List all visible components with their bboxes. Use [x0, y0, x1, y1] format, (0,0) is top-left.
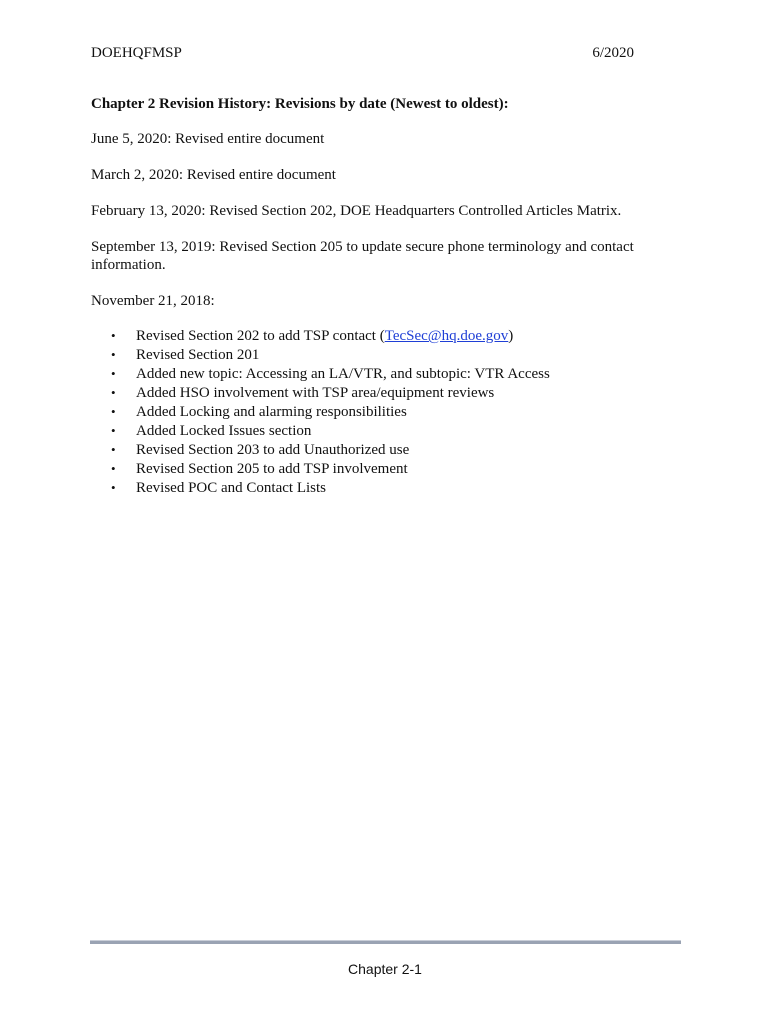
- list-item-text: Revised Section 203 to add Unauthorized use: [136, 442, 410, 458]
- list-item-text-end: ): [508, 328, 514, 344]
- list-item-text: Revised Section 205 to add TSP involvement: [136, 461, 408, 477]
- list-item: [91, 327, 651, 346]
- revision-heading: November 21, 2018:: [91, 293, 215, 309]
- revision-entry: September 13, 2019: Revised Section 205 to update secure phone terminology and contact information.: [91, 239, 634, 273]
- bullet-icon: •: [111, 423, 116, 438]
- bullet-icon: •: [111, 366, 116, 381]
- list-item: [91, 441, 651, 460]
- email-link[interactable]: TecSec@hq.doe.gov: [384, 328, 509, 344]
- list-item: [91, 479, 651, 498]
- header-date: 6/2020: [592, 45, 634, 61]
- list-item: [91, 384, 651, 403]
- list-item-text: Added Locking and alarming responsibilities: [136, 404, 407, 420]
- list-item: [91, 460, 651, 479]
- list-item: [91, 365, 651, 384]
- page-header: [91, 45, 634, 67]
- list-item: [91, 422, 651, 441]
- document-code: DOEHQFMSP: [91, 45, 182, 61]
- revision-entry: June 5, 2020: Revised entire document: [91, 131, 325, 147]
- revision-entry: March 2, 2020: Revised entire document: [91, 167, 336, 183]
- list-item: [91, 403, 651, 422]
- revision-entry: February 13, 2020: Revised Section 202, DOE Headquarters Controlled Articles Matrix.: [91, 203, 622, 219]
- list-item-text: Added Locked Issues section: [136, 423, 312, 439]
- bullet-icon: •: [111, 328, 116, 343]
- page-number: Chapter 2-1: [348, 961, 422, 977]
- document-body: [91, 95, 651, 498]
- page-title: Chapter 2 Revision History: Revisions by date (Newest to oldest):: [91, 96, 509, 112]
- bullet-icon: •: [111, 404, 116, 419]
- list-item-text: Added HSO involvement with TSP area/equipment reviews: [136, 385, 495, 401]
- list-item-text: Revised POC and Contact Lists: [136, 480, 326, 496]
- list-item-text: Revised Section 201: [136, 347, 260, 363]
- bullet-icon: •: [111, 385, 116, 400]
- list-item-text: Added new topic: Accessing an LA/VTR, and subtopic: VTR Access: [136, 366, 550, 382]
- bullet-icon: •: [111, 480, 116, 495]
- list-item: [91, 346, 651, 365]
- bullet-icon: •: [111, 461, 116, 476]
- bullet-icon: •: [111, 442, 116, 457]
- revision-bullet-list: [91, 327, 651, 498]
- list-item-text: Revised Section 202 to add TSP contact (: [136, 328, 385, 344]
- bullet-icon: •: [111, 347, 116, 362]
- footer-divider: [90, 940, 681, 944]
- page-footer: [0, 961, 770, 977]
